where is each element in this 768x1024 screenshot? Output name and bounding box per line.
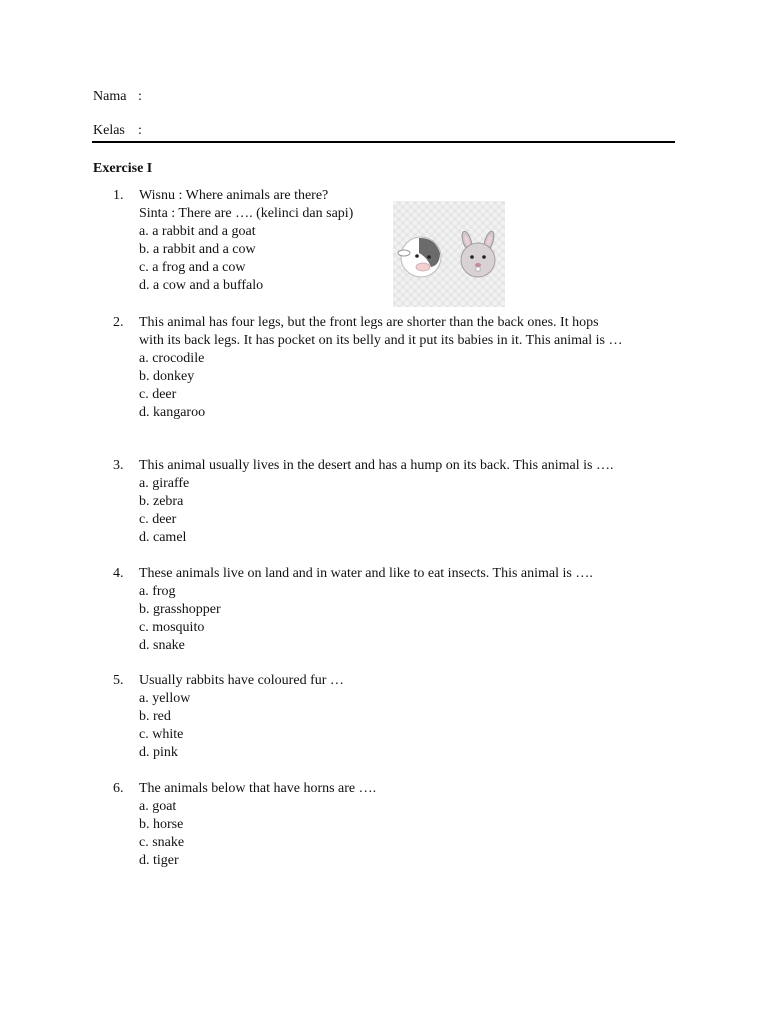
class-label: Kelas (93, 123, 125, 138)
question-number: 1. (113, 188, 124, 203)
answer-option-c: c. white (139, 727, 184, 742)
answer-option-c: c. deer (139, 387, 177, 402)
question-text-line: Wisnu : Where animals are there? (139, 188, 329, 203)
class-field (93, 122, 142, 140)
question-text-line: The animals below that have horns are …. (139, 781, 377, 796)
answer-option-b: b. red (139, 709, 171, 724)
answer-option-b: b. donkey (139, 369, 195, 384)
cow-and-rabbit-svg (393, 201, 505, 307)
answer-option-c: c. deer (139, 512, 177, 527)
answer-option-a: a. giraffe (139, 476, 190, 491)
question-number: 4. (113, 566, 124, 581)
answer-option-d: d. camel (139, 530, 187, 545)
question-number: 3. (113, 458, 124, 473)
cow-and-rabbit-illustration (393, 201, 505, 307)
answer-option-c: c. snake (139, 835, 185, 850)
answer-option-a: a. a rabbit and a goat (139, 224, 256, 239)
question-text-line: Sinta : There are …. (kelinci dan sapi) (139, 206, 354, 221)
question-body (139, 780, 684, 870)
name-colon: : (138, 89, 142, 104)
question-text-line: This animal usually lives in the desert and has a hump on its back. This animal is …. (139, 458, 614, 473)
question-body (139, 314, 684, 422)
answer-option-c: c. a frog and a cow (139, 260, 246, 275)
answer-option-a: a. yellow (139, 691, 191, 706)
answer-option-b: b. zebra (139, 494, 184, 509)
rabbit-icon (460, 230, 496, 277)
question-text-line: with its back legs. It has pocket on its belly and it put its babies in it. This animal is … (139, 333, 623, 348)
header-divider (92, 141, 675, 143)
answer-option-d: d. pink (139, 745, 178, 760)
exercise-title: Exercise I (93, 161, 153, 176)
answer-option-d: d. tiger (139, 853, 179, 868)
answer-option-b: b. horse (139, 817, 184, 832)
question-number: 2. (113, 315, 124, 330)
answer-option-d: d. a cow and a buffalo (139, 278, 264, 293)
answer-option-a: a. goat (139, 799, 177, 814)
answer-option-d: d. kangaroo (139, 405, 206, 420)
answer-option-a: a. frog (139, 584, 176, 599)
question-number: 5. (113, 673, 124, 688)
answer-option-a: a. crocodile (139, 351, 205, 366)
question-body (139, 457, 684, 547)
question-text-line: This animal has four legs, but the front legs are shorter than the back ones. It hops (139, 315, 599, 330)
answer-option-d: d. snake (139, 638, 185, 653)
question-text-line: These animals live on land and in water and like to eat insects. This animal is …. (139, 566, 593, 581)
answer-option-c: c. mosquito (139, 620, 205, 635)
name-field (93, 88, 142, 106)
question-body (139, 565, 684, 655)
class-colon: : (138, 123, 142, 138)
cow-icon (398, 237, 441, 277)
answer-option-b: b. a rabbit and a cow (139, 242, 256, 257)
question-text-line: Usually rabbits have coloured fur … (139, 673, 344, 688)
answer-option-b: b. grasshopper (139, 602, 221, 617)
question-body (139, 672, 684, 762)
name-label: Nama (93, 89, 127, 104)
question-number: 6. (113, 781, 124, 796)
